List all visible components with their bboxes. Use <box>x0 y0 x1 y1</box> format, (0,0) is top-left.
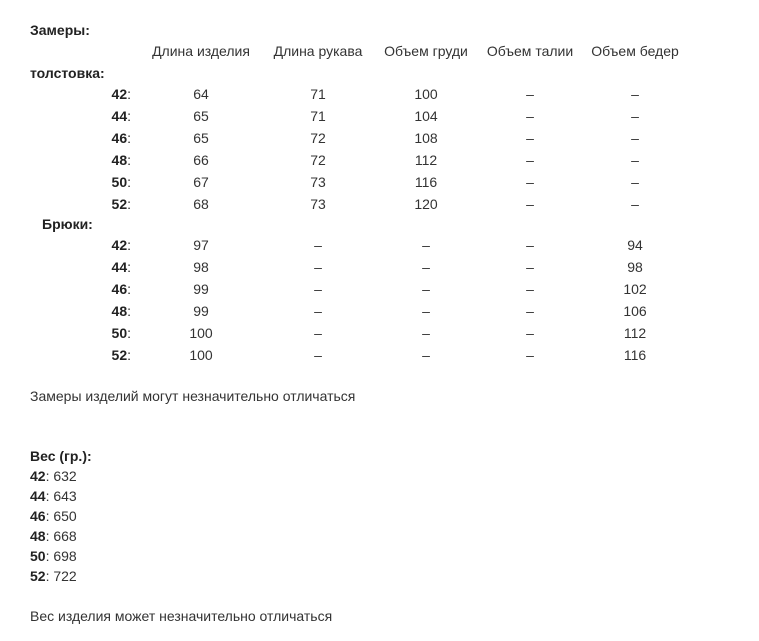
section-label-hoodie: толстовка: <box>30 65 105 81</box>
size-label <box>112 86 131 102</box>
table-cell: 100 <box>414 86 438 102</box>
weight-row <box>30 488 77 504</box>
size-number: 52 <box>111 347 128 363</box>
weight-size: 42 <box>30 468 46 484</box>
weight-size: 46 <box>30 508 46 524</box>
table-cell: – <box>526 174 534 190</box>
table-cell: 71 <box>310 86 326 102</box>
size-label <box>112 303 131 319</box>
table-cell: 64 <box>193 86 209 102</box>
weight-row <box>30 508 77 524</box>
table-cell: – <box>526 86 534 102</box>
table-cell: 72 <box>310 152 326 168</box>
column-header-waist: Объем талии <box>486 43 574 59</box>
size-colon: : <box>127 237 131 253</box>
size-label <box>112 174 131 190</box>
table-cell: – <box>526 303 534 319</box>
table-cell: 98 <box>627 259 643 275</box>
size-label <box>112 196 131 212</box>
weight-note: Вес изделия может незначительно отличаться <box>30 608 333 624</box>
weight-value: 698 <box>53 548 77 564</box>
column-header-sleeve: Длина рукава <box>273 43 363 59</box>
table-cell: 65 <box>193 108 209 124</box>
table-cell: 68 <box>193 196 209 212</box>
table-cell: – <box>526 237 534 253</box>
table-cell: – <box>526 259 534 275</box>
size-colon: : <box>127 303 131 319</box>
column-header-length: Длина изделия <box>152 43 250 59</box>
table-cell: – <box>314 259 322 275</box>
table-cell: 100 <box>189 347 213 363</box>
table-cell: – <box>631 174 639 190</box>
size-colon: : <box>127 347 131 363</box>
weight-colon: : <box>45 568 54 584</box>
table-cell: – <box>314 281 322 297</box>
size-number: 48 <box>111 152 128 168</box>
size-number: 50 <box>111 325 128 341</box>
weight-value: 722 <box>53 568 77 584</box>
table-cell: – <box>526 281 534 297</box>
table-cell: 112 <box>414 152 438 168</box>
table-cell: 65 <box>193 130 209 146</box>
size-number: 44 <box>111 259 128 275</box>
table-cell: – <box>631 86 639 102</box>
table-cell: – <box>631 130 639 146</box>
size-colon: : <box>127 86 131 102</box>
size-number: 44 <box>111 108 128 124</box>
weight-colon: : <box>45 548 54 564</box>
table-cell: 116 <box>623 347 647 363</box>
table-cell: – <box>422 281 430 297</box>
size-number: 48 <box>111 303 128 319</box>
measurements-title: Замеры: <box>30 22 90 38</box>
table-cell: – <box>422 325 430 341</box>
table-cell: – <box>526 196 534 212</box>
table-cell: – <box>526 130 534 146</box>
table-cell: – <box>526 108 534 124</box>
size-number: 42 <box>111 86 128 102</box>
weight-title: Вес (гр.): <box>30 448 92 464</box>
weight-value: 643 <box>53 488 77 504</box>
weight-row <box>30 548 77 564</box>
size-label <box>112 325 131 341</box>
table-cell: 73 <box>310 174 326 190</box>
table-cell: 106 <box>623 303 647 319</box>
table-cell: – <box>314 325 322 341</box>
section-label-pants: Брюки: <box>42 216 93 232</box>
column-header-chest: Объем груди <box>384 43 468 59</box>
size-label <box>112 237 131 253</box>
size-colon: : <box>127 196 131 212</box>
size-label <box>112 259 131 275</box>
size-colon: : <box>127 108 131 124</box>
table-cell: 73 <box>310 196 326 212</box>
table-cell: 112 <box>623 325 647 341</box>
size-number: 46 <box>111 281 128 297</box>
size-colon: : <box>127 152 131 168</box>
size-label <box>112 152 131 168</box>
weight-value: 650 <box>53 508 77 524</box>
weight-colon: : <box>45 508 54 524</box>
table-cell: 102 <box>623 281 647 297</box>
size-label <box>112 347 131 363</box>
table-cell: 72 <box>310 130 326 146</box>
table-cell: 116 <box>414 174 438 190</box>
weight-colon: : <box>45 488 54 504</box>
size-label <box>112 281 131 297</box>
size-number: 42 <box>111 237 128 253</box>
column-header-hips: Объем бедер <box>591 43 679 59</box>
size-number: 52 <box>111 196 128 212</box>
table-cell: 99 <box>193 281 209 297</box>
table-cell: – <box>631 108 639 124</box>
table-cell: – <box>631 152 639 168</box>
size-colon: : <box>127 130 131 146</box>
table-cell: – <box>422 303 430 319</box>
size-number: 46 <box>111 130 128 146</box>
table-cell: 104 <box>414 108 438 124</box>
table-cell: – <box>631 196 639 212</box>
table-cell: – <box>526 325 534 341</box>
measurements-note: Замеры изделий могут незначительно отличаться <box>30 388 356 404</box>
weight-size: 48 <box>30 528 46 544</box>
size-colon: : <box>127 174 131 190</box>
weight-value: 668 <box>53 528 77 544</box>
table-cell: 120 <box>414 196 438 212</box>
table-cell: – <box>422 259 430 275</box>
table-cell: 71 <box>310 108 326 124</box>
weight-colon: : <box>45 528 54 544</box>
weight-size: 44 <box>30 488 46 504</box>
size-colon: : <box>127 281 131 297</box>
table-cell: – <box>422 237 430 253</box>
size-colon: : <box>127 259 131 275</box>
table-cell: 66 <box>193 152 209 168</box>
weight-value: 632 <box>53 468 77 484</box>
weight-row <box>30 568 77 584</box>
weight-size: 52 <box>30 568 46 584</box>
table-cell: – <box>314 237 322 253</box>
table-cell: – <box>526 347 534 363</box>
weight-row <box>30 468 77 484</box>
table-cell: 97 <box>193 237 209 253</box>
weight-colon: : <box>45 468 54 484</box>
weight-size: 50 <box>30 548 46 564</box>
size-label <box>112 108 131 124</box>
table-cell: 99 <box>193 303 209 319</box>
size-colon: : <box>127 325 131 341</box>
table-cell: – <box>526 152 534 168</box>
table-cell: 100 <box>189 325 213 341</box>
weight-row <box>30 528 77 544</box>
table-cell: – <box>422 347 430 363</box>
size-label <box>112 130 131 146</box>
table-cell: 108 <box>414 130 438 146</box>
table-cell: 67 <box>193 174 209 190</box>
table-cell: 94 <box>627 237 643 253</box>
table-cell: 98 <box>193 259 209 275</box>
size-number: 50 <box>111 174 128 190</box>
table-cell: – <box>314 347 322 363</box>
table-cell: – <box>314 303 322 319</box>
